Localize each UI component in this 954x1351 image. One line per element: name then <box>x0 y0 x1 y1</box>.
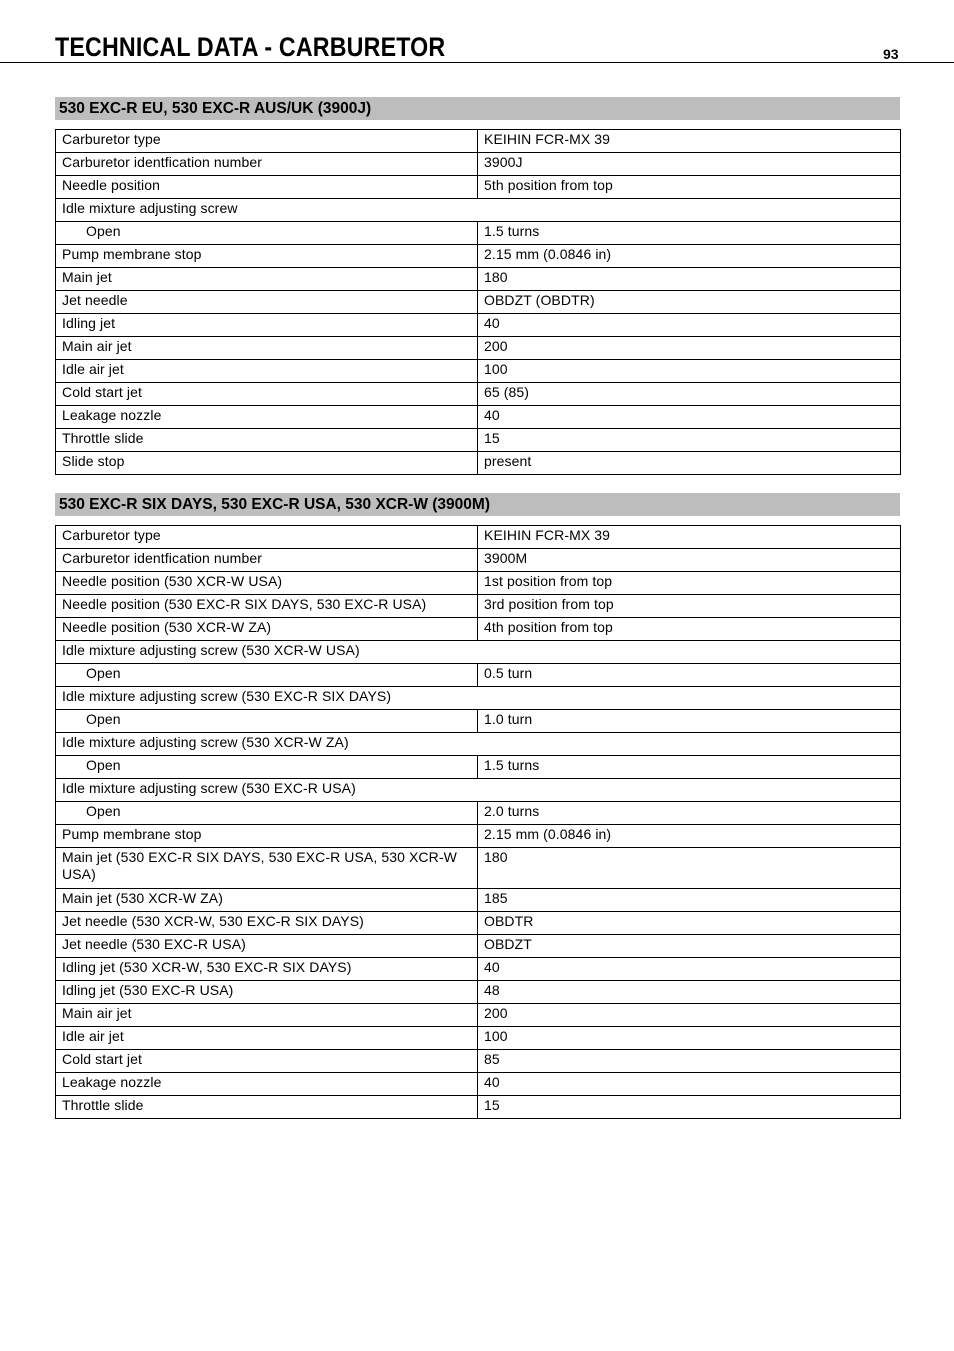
row-label: Idle air jet <box>56 1027 478 1050</box>
row-group-label: Idle mixture adjusting screw (530 XCR-W USA) <box>56 641 901 664</box>
table-row <box>56 314 901 337</box>
row-value: 40 <box>478 1073 901 1096</box>
table-row <box>56 848 901 889</box>
row-label: Needle position (530 EXC-R SIX DAYS, 530 EXC-R USA) <box>56 595 478 618</box>
table-row <box>56 360 901 383</box>
table-row <box>56 291 901 314</box>
row-value: 5th position from top <box>478 176 901 199</box>
table-row <box>56 935 901 958</box>
row-value: present <box>478 452 901 475</box>
row-label: Jet needle <box>56 291 478 314</box>
table-row <box>56 383 901 406</box>
row-value: 40 <box>478 314 901 337</box>
table-row <box>56 199 901 222</box>
row-label: Idling jet (530 EXC-R USA) <box>56 981 478 1004</box>
row-value: 185 <box>478 889 901 912</box>
row-label: Open <box>56 802 478 825</box>
row-value: 180 <box>478 848 901 889</box>
section-3900m <box>55 493 900 1119</box>
row-value: 1.5 turns <box>478 222 901 245</box>
table-row <box>56 130 901 153</box>
row-label: Jet needle (530 EXC-R USA) <box>56 935 478 958</box>
spec-table <box>55 525 901 1119</box>
row-label: Main air jet <box>56 1004 478 1027</box>
table-row <box>56 802 901 825</box>
row-value: 100 <box>478 360 901 383</box>
row-group-label: Idle mixture adjusting screw (530 EXC-R SIX DAYS) <box>56 687 901 710</box>
row-value: 48 <box>478 981 901 1004</box>
row-label: Leakage nozzle <box>56 406 478 429</box>
row-label: Idling jet <box>56 314 478 337</box>
row-value: 100 <box>478 1027 901 1050</box>
row-label: Idling jet (530 XCR-W, 530 EXC-R SIX DAYS) <box>56 958 478 981</box>
row-label: Main air jet <box>56 337 478 360</box>
page-header <box>0 28 954 63</box>
row-value: 4th position from top <box>478 618 901 641</box>
row-value: 3900M <box>478 549 901 572</box>
row-label: Main jet <box>56 268 478 291</box>
table-row <box>56 526 901 549</box>
row-label: Carburetor type <box>56 526 478 549</box>
row-value: 2.0 turns <box>478 802 901 825</box>
row-label: Open <box>56 710 478 733</box>
row-label: Needle position <box>56 176 478 199</box>
table-row <box>56 687 901 710</box>
row-group-label: Idle mixture adjusting screw <box>56 199 901 222</box>
row-label: Slide stop <box>56 452 478 475</box>
table-row <box>56 618 901 641</box>
row-label: Needle position (530 XCR-W ZA) <box>56 618 478 641</box>
row-group-label: Idle mixture adjusting screw (530 XCR-W ZA) <box>56 733 901 756</box>
table-row <box>56 176 901 199</box>
table-row <box>56 1073 901 1096</box>
row-value: 1.5 turns <box>478 756 901 779</box>
spec-table <box>55 129 901 475</box>
section-heading: 530 EXC-R EU, 530 EXC-R AUS/UK (3900J) <box>55 97 900 120</box>
row-label: Pump membrane stop <box>56 825 478 848</box>
row-label: Carburetor identfication number <box>56 549 478 572</box>
table-row <box>56 245 901 268</box>
row-value: 1.0 turn <box>478 710 901 733</box>
row-value: OBDZT <box>478 935 901 958</box>
row-value: 2.15 mm (0.0846 in) <box>478 245 901 268</box>
table-row <box>56 912 901 935</box>
table-row <box>56 779 901 802</box>
row-label: Main jet (530 XCR-W ZA) <box>56 889 478 912</box>
table-row <box>56 549 901 572</box>
table-row <box>56 1004 901 1027</box>
table-row <box>56 710 901 733</box>
section-heading: 530 EXC-R SIX DAYS, 530 EXC-R USA, 530 XCR-W (3900M) <box>55 493 900 516</box>
row-value: 15 <box>478 1096 901 1119</box>
table-row <box>56 572 901 595</box>
row-label: Carburetor identfication number <box>56 153 478 176</box>
table-row <box>56 756 901 779</box>
row-label: Pump membrane stop <box>56 245 478 268</box>
row-label: Open <box>56 756 478 779</box>
table-row <box>56 733 901 756</box>
row-value: 0.5 turn <box>478 664 901 687</box>
row-label: Jet needle (530 XCR-W, 530 EXC-R SIX DAYS) <box>56 912 478 935</box>
table-row <box>56 1050 901 1073</box>
table-row <box>56 1027 901 1050</box>
row-label: Cold start jet <box>56 383 478 406</box>
row-value: OBDTR <box>478 912 901 935</box>
page-number: 93 <box>883 46 899 62</box>
table-row <box>56 429 901 452</box>
row-value: 3rd position from top <box>478 595 901 618</box>
table-row <box>56 153 901 176</box>
table-row <box>56 641 901 664</box>
row-value: 1st position from top <box>478 572 901 595</box>
row-value: 65 (85) <box>478 383 901 406</box>
row-value: 3900J <box>478 153 901 176</box>
table-row <box>56 664 901 687</box>
table-row <box>56 958 901 981</box>
row-label: Leakage nozzle <box>56 1073 478 1096</box>
row-label: Idle air jet <box>56 360 478 383</box>
table-row <box>56 889 901 912</box>
row-value: OBDZT (OBDTR) <box>478 291 901 314</box>
row-label: Open <box>56 222 478 245</box>
row-label: Carburetor type <box>56 130 478 153</box>
row-value: 15 <box>478 429 901 452</box>
section-3900j <box>55 97 900 475</box>
row-value: 200 <box>478 1004 901 1027</box>
row-value: 85 <box>478 1050 901 1073</box>
table-row <box>56 452 901 475</box>
row-label: Cold start jet <box>56 1050 478 1073</box>
row-value: 40 <box>478 958 901 981</box>
row-value: 200 <box>478 337 901 360</box>
row-value: 2.15 mm (0.0846 in) <box>478 825 901 848</box>
row-label: Needle position (530 XCR-W USA) <box>56 572 478 595</box>
row-value: KEIHIN FCR-MX 39 <box>478 130 901 153</box>
table-row <box>56 337 901 360</box>
table-row <box>56 825 901 848</box>
row-label: Throttle slide <box>56 1096 478 1119</box>
table-row <box>56 406 901 429</box>
row-group-label: Idle mixture adjusting screw (530 EXC-R USA) <box>56 779 901 802</box>
row-value: KEIHIN FCR-MX 39 <box>478 526 901 549</box>
table-row <box>56 981 901 1004</box>
row-label: Throttle slide <box>56 429 478 452</box>
table-row <box>56 222 901 245</box>
row-label: Main jet (530 EXC-R SIX DAYS, 530 EXC-R USA, 530 XCR-W USA) <box>56 848 478 889</box>
row-label: Open <box>56 664 478 687</box>
table-row <box>56 595 901 618</box>
table-row <box>56 1096 901 1119</box>
row-value: 180 <box>478 268 901 291</box>
page-title: TECHNICAL DATA - CARBURETOR <box>55 32 446 62</box>
table-row <box>56 268 901 291</box>
row-value: 40 <box>478 406 901 429</box>
